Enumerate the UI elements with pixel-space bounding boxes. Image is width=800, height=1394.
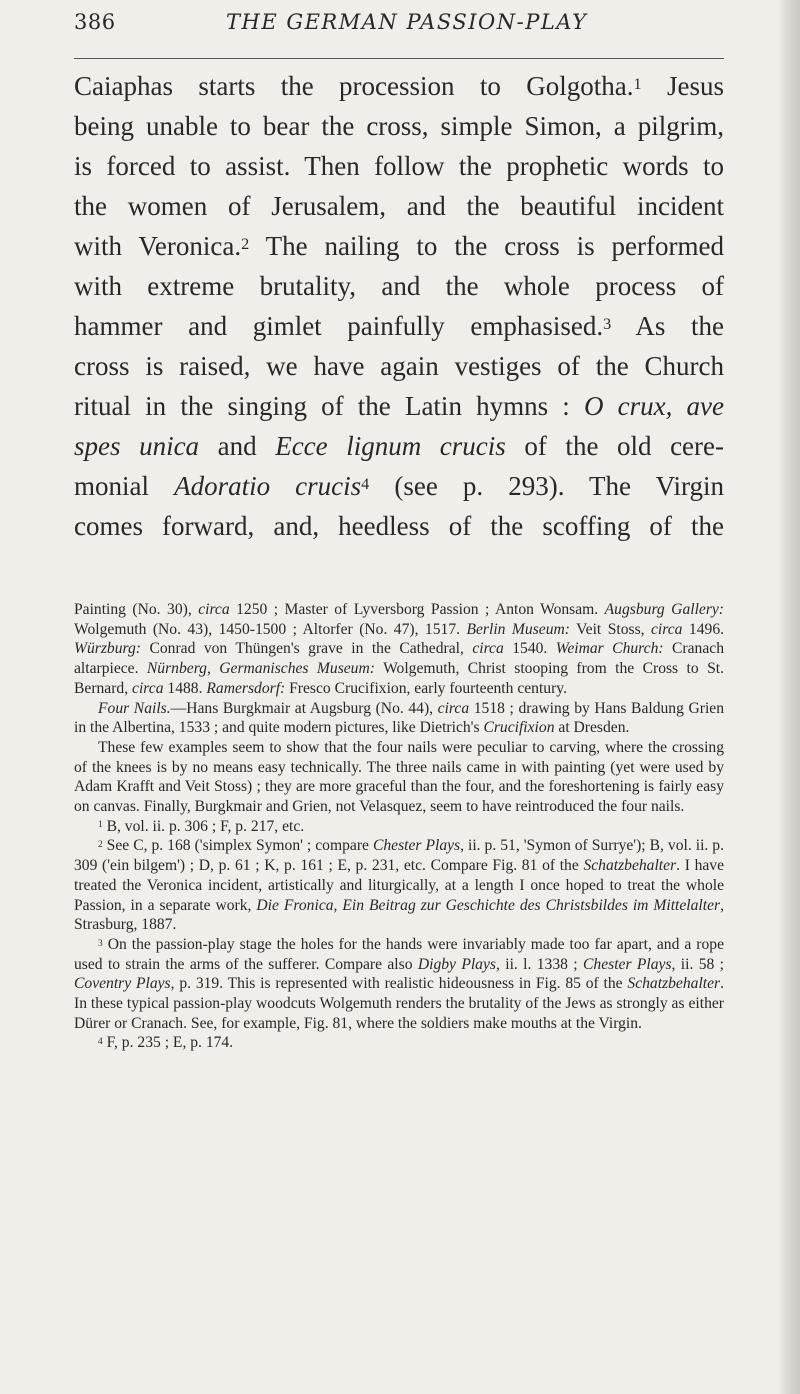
text-line: cross is raised, we have again vestiges of the Church (74, 351, 724, 381)
text-line: with extreme brutality, and the whole process of (74, 271, 724, 301)
text-line: monial Adoratio crucis$^4$ (see p. 293). The Virgin (74, 471, 724, 501)
text-line: comes forward, and, heedless of the scoffing of the (74, 511, 724, 541)
main-text (74, 66, 724, 546)
note-paragraph: These few examples seem to show that the four nails were peculiar to carving, where the crossing of the knees is by no means easy technically. The three nails came in with painting (yet were used by Adam Krafft and Veit Stoss) ; they are more graceful than the four, and the foreshortening is fairly easy on canvas. Finally, Burgkmair and Grien, not Velasquez, seem to have reintroduced the four nails. (74, 738, 724, 816)
footnote-ref[interactable]: 1 (633, 75, 642, 94)
footnote-ref[interactable]: 4 (361, 475, 370, 494)
text-line: spes unica and Ecce lignum crucis of the old cere- (74, 431, 725, 461)
footnote-ref[interactable]: 3 (603, 315, 612, 334)
page-header (74, 10, 714, 50)
footnote-1: $^1$ B, vol. ii. p. 306 ; F, p. 217, etc. (98, 817, 305, 835)
footnotes (74, 600, 724, 1053)
text-line: with Veronica.$^2$ The nailing to the cross is performed (74, 231, 724, 261)
text-line: ritual in the singing of the Latin hymns : O crux, ave (74, 391, 724, 421)
footnote-3: $^3$ On the passion-play stage the holes for the hands were invariably made too far apart, and a rope used to strain the arms of the sufferer. Compare also Digby Plays, ii. l. 1338 ; Chester Plays, ii. 58 ; Coventry Plays, p. 319. This is represented with realistic hideousness in Fig. 85 of the Schatzbehalter. In these typical passion-play woodcuts Wolgemuth renders the brutality of the Jews as strongly as either Dürer or Cranach. See, for example, Fig. 81, where the soldiers make mouths at the Virgin. (74, 935, 725, 1032)
running-head: THE GERMAN PASSION-PLAY (226, 10, 588, 34)
text-line: is forced to assist. Then follow the prophetic words to (74, 151, 724, 181)
text-line: Caiaphas starts the procession to Golgotha.$^1$ Jesus (74, 71, 724, 101)
header-rule (74, 58, 724, 59)
footnote-4: $^4$ F, p. 235 ; E, p. 174. (98, 1034, 234, 1052)
note-paragraph: Painting (No. 30), circa 1250 ; Master of Lyversborg Passion ; Anton Wonsam. Augsburg Gallery: Wolgemuth (No. 43), 1450-1500 ; Altorfer (No. 47), 1517. Berlin Museum: Veit Stoss, circa 1496. Würzburg: Conrad von Thüngen's grave in the Cathedral, circa 1540. Weimar Church: Cranach altarpiece. Nürnberg, Germanisches Museum: Wolgemuth, Christ stooping from the Cross to St. Bernard, circa 1488. Ramersdorf: Fresco Crucifixion, early fourteenth century. (74, 601, 725, 697)
text-line: the women of Jerusalem, and the beautiful incident (74, 191, 724, 221)
footnote-2: $^2$ See C, p. 168 ('simplex Symon' ; compare Chester Plays, ii. p. 51, 'Symon of Surrye'); B, vol. ii. p. 309 ('ein bilgem') ; D, p. 61 ; K, p. 161 ; E, p. 231, etc. Compare Fig. 81 of the Schatzbehalter. I have treated the Veronica incident, artistically and liturgically, at a length I once hoped to treat the whole Passion, in a separate work, Die Fronica, Ein Beitrag zur Geschichte des Christsbildes im Mittelalter, Strasburg, 1887. (74, 837, 725, 934)
text-line: being unable to bear the cross, simple Simon, a pilgrim, (74, 111, 724, 141)
text-line: hammer and gimlet painfully emphasised.$^3$ As the (74, 311, 724, 341)
footnote-ref[interactable]: 2 (241, 235, 250, 254)
note-paragraph: Four Nails.—Hans Burgkmair at Augsburg (No. 44), circa 1518 ; drawing by Hans Baldung Grien in the Albertina, 1533 ; and quite modern pictures, like Dietrich's Crucifixion at Dresden. (74, 699, 725, 737)
page-edge-shadow (778, 0, 800, 1394)
page-number: 386 (74, 10, 116, 34)
